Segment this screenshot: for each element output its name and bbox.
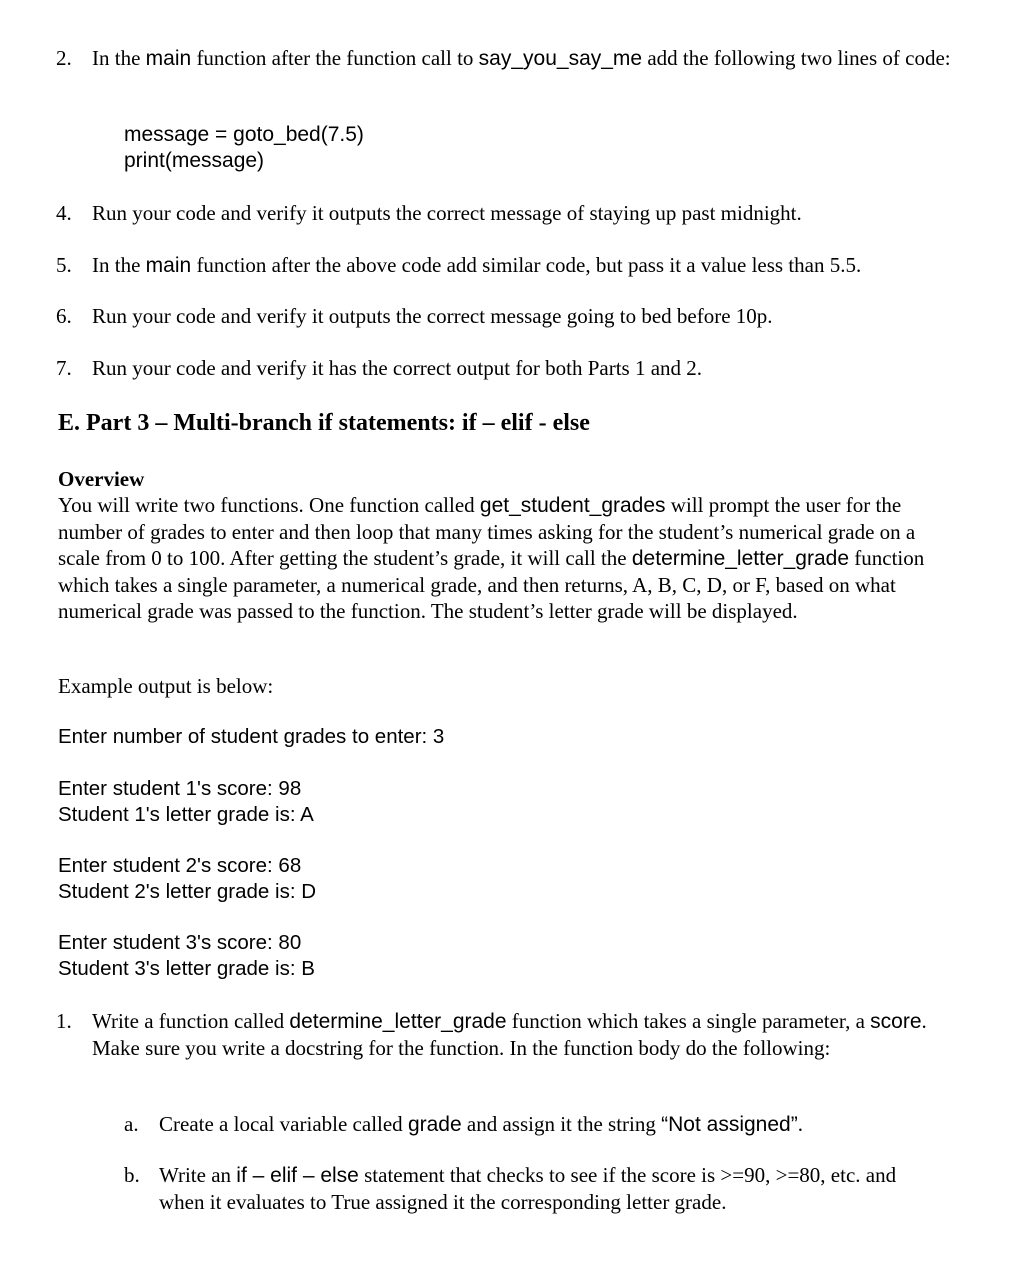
step-number: 2. <box>56 46 72 70</box>
output-line: Student 1's letter grade is: A <box>58 803 314 826</box>
code-function-name: get_student_grades <box>479 494 666 517</box>
step-text <box>92 252 952 279</box>
text: In the <box>92 253 146 277</box>
output-line: Student 3's letter grade is: B <box>58 957 315 980</box>
text: You will write two functions. One function called <box>58 493 480 517</box>
code-function-name: say_you_say_me <box>478 47 643 70</box>
step-text: Run your code and verify it has the correct output for both Parts 1 and 2. <box>92 356 703 380</box>
text: In the <box>92 46 146 70</box>
output-student-2 <box>58 853 316 905</box>
code-line: message = goto_bed(7.5) <box>124 123 364 146</box>
step-number: 1. <box>56 1009 72 1033</box>
text: and assign it the string <box>461 1112 662 1136</box>
step-number: 6. <box>56 304 72 328</box>
text: add the following two lines of code: <box>642 46 951 70</box>
code-string: “Not assigned” <box>661 1113 798 1136</box>
code-line: print(message) <box>124 149 265 172</box>
text: . Make sure you write a docstring for the function. In the function body do the following: <box>92 1009 927 1060</box>
step-text <box>92 45 952 72</box>
output-line: Enter student 2's score: 68 <box>58 854 302 877</box>
output-line: Student 2's letter grade is: D <box>58 880 317 903</box>
code-keyword: if – elif – else <box>236 1164 359 1187</box>
example-label: Example output is below: <box>58 674 274 698</box>
code-main: main <box>145 47 192 70</box>
text: will prompt the user for the number of grades to enter and then loop that many times asking for the student’s numerical grade on a scale from 0 to 100. After getting the student’s grade, it will call the <box>58 493 916 570</box>
overview-section <box>58 466 938 624</box>
text: statement that checks to see if the score is >=90, >=80, etc. and when it evaluates to True assigned it the corresponding letter grade. <box>159 1163 897 1214</box>
output-student-1 <box>58 776 314 828</box>
overview-paragraph <box>58 492 938 624</box>
text: Write a function called <box>92 1009 290 1033</box>
text: Write an <box>159 1163 237 1187</box>
step-text: Run your code and verify it outputs the correct message of staying up past midnight. <box>92 201 802 225</box>
code-param: score <box>870 1010 922 1033</box>
overview-title: Overview <box>58 467 145 491</box>
output-line: Enter student 1's score: 98 <box>58 777 302 800</box>
text: function after the above code add similar code, but pass it a value less than 5.5. <box>191 253 862 277</box>
code-block <box>124 122 364 174</box>
code-function-name: determine_letter_grade <box>289 1010 507 1033</box>
text: . <box>797 1112 803 1136</box>
sub-step-text <box>159 1162 929 1215</box>
output-prompt: Enter number of student grades to enter: 3 <box>58 725 445 748</box>
output-line: Enter student 3's score: 80 <box>58 931 302 954</box>
output-student-3 <box>58 930 315 982</box>
text: Create a local variable called <box>159 1112 408 1136</box>
step-number: 5. <box>56 253 72 277</box>
code-function-name: determine_letter_grade <box>631 547 850 570</box>
section-heading: E. Part 3 – Multi-branch if statements: if – elif - else <box>58 410 590 436</box>
step-text <box>92 1008 952 1061</box>
step-number: 7. <box>56 356 72 380</box>
sub-step-letter: b. <box>124 1163 140 1187</box>
text: function which takes a single parameter, a numerical grade, and then returns, A, B, C, D, or F, based on what numerical grade was passed to the function. The student’s letter grade will be displayed. <box>58 546 925 623</box>
step-text: Run your code and verify it outputs the correct message going to bed before 10p. <box>92 304 773 328</box>
code-main: main <box>145 254 192 277</box>
step-number: 4. <box>56 201 72 225</box>
text: function after the function call to <box>191 46 479 70</box>
text: function which takes a single parameter, a <box>506 1009 871 1033</box>
sub-step-text <box>159 1111 929 1138</box>
sub-step-letter: a. <box>124 1112 139 1136</box>
code-variable: grade <box>407 1113 462 1136</box>
